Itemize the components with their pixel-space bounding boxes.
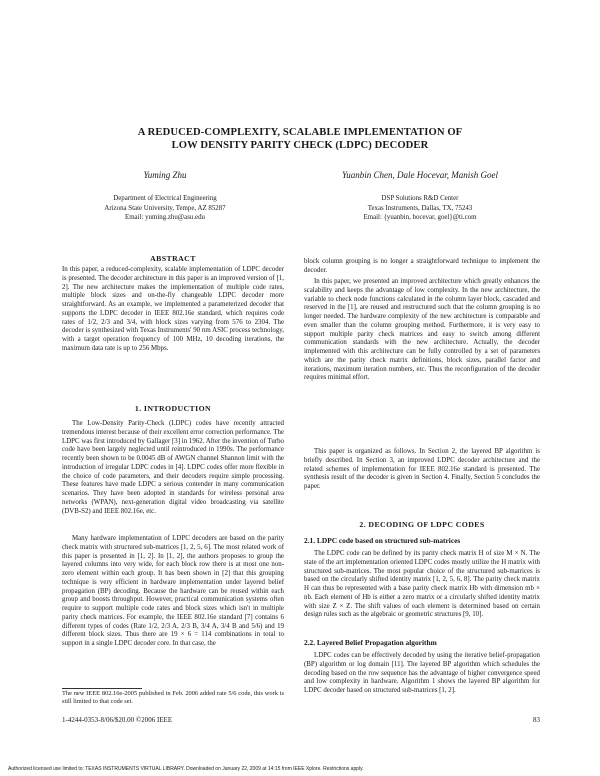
affiliation-left-address: Arizona State University, Tempe, AZ 85287 <box>104 204 226 212</box>
abstract-text: In this paper, a reduced-complexity, scalable implementation of LDPC decoder is presented. The decoder architecture in this paper is an improved version of [1, 2]. The new architecture makes the implementation of multiple code rates, multiple block sizes and on-the-fly changeable LDPC decoder more straightforward. As an example, we implemented a parameterized decoder that supports the LDPC decoder in IEEE 802.16e standard, which requires code rates of 1/2, 2/3 and 3/4, with block sizes varying from 576 to 2304. The decoder is synthesized with Texas Instruments' 90 nm ASIC process technology, with a target operation frequency of 100 MHz, 10 decoding iterations, the maximum data rate is up to 256 Mbps. <box>62 266 284 352</box>
right-paragraph-1: In this paper, we presented an improved architecture which greatly enhances the scalability and keeps the advantage of low complexity. In the new architecture, the variable to check node functions calculated in the column layer block, cascaded and reserved in the [1], are reused and restructured such that the column grouping is no longer needed. The hardware complexity of the new architecture is comparable and even smaller than the column grouping method. Furthermore, it is very easy to support multiple parity check matrices and easy to switch among different communication standards with the new architecture. Actually, the decoder implemented with this architecture can be fully controlled by a set of parameters which are the parity check matrix definitions, block sizes, parallel factor and iterations, maximum iteration numbers, etc. Thus the reconfiguration of the decoder requires minimal effort. <box>304 278 540 382</box>
affiliation-left <box>60 194 270 223</box>
intro-paragraph-2: Many hardware implementation of LDPC decoders are based on the parity check matrix with structured sub-matrices [1, 2, 5, 6]. The most related work of this paper is presented in [1, 2]. In [1, 2], the authors proposes to group the layered columns into very wide, for each block row there is at most one non-zero element within each group. It has been shown in [2] that this grouping technique is very efficient in hardware implementation under layered belief propagation (BP) decoding. Because the hardware can be reused within each group and boosts throughput. However, practical communication systems often require to support multiple code rates and block sizes which isn't in multiple parity check matrices. For example, the IEEE 802.16e standard [7] contains 6 different types of codes (Rate 1/2, 2/3 A, 2/3 B, 3/4 A, 3/4 B and 5/6) and 19 different block sizes. Thus there are 19 × 6 = 114 combinations in total to support in a single LDPC decoder core. In that case, the <box>62 535 284 647</box>
section2-1-heading: 2.1. LDPC code based on structured sub-matrices <box>304 536 461 545</box>
section2-2-heading: 2.2. Layered Belief Propagation algorithm <box>304 638 437 647</box>
section2-1-paragraph: The LDPC code can be defined by its parity check matrix H of size M × N. The state of the art implementation oriented LDPC codes mostly utilize the H matrix with structured sub-matrices. The most popular choice of the structured sub-matrices is based on the circularly shifted identity matrix [1, 2, 5, 6, 8]. The parity check matrix H can thus be represented with a base parity check matrix Hb with dimension mb × nb. Each element of Hb is either a zero matrix or a circularly shifted identity matrix with size Z × Z. The shift values of each element is determined based on certain design rules such as the algebraic or geometric structures [9, 10]. <box>304 550 540 619</box>
right-paragraph-2: This paper is organized as follows. In Section 2, the layered BP algorithm is briefly described. In Section 3, an improved LDPC decoder architecture and the related schemes of implementation for IEEE 802.16e standard is presented. The synthesis result of the decoder is given in Section 4. Finally, Section 5 concludes the paper. <box>304 448 540 490</box>
footnote: The new IEEE 802.16e-2005 published in Feb. 2006 added rate 5/6 code, this work is still limited to that code set. <box>62 690 284 705</box>
affiliation-right-dept: DSP Solutions R&D Center <box>381 195 459 202</box>
copyright-footer: 1-4244-0353-8/06/$20.00 ©2006 IEEE <box>62 716 173 724</box>
page-number: 83 <box>533 716 540 724</box>
paper-title <box>60 127 540 152</box>
section2-2-paragraph: LDPC codes can be effectively decoded by using the iterative belief-propagation (BP) algorithm or log domain [11]. The layered BP algorithm which schedules the decoding based on the row sequence has the advantage of higher convergence speed and low complexity in hardware. Algorithm 1 shows the layered BP algorithm for LDPC decoder based on structured sub-matrices [1, 2]. <box>304 652 540 694</box>
affiliation-right <box>300 194 540 223</box>
intro-heading: 1. INTRODUCTION <box>134 404 212 413</box>
affiliation-right-address: Texas Instruments, Dallas, TX, 75243 <box>367 204 473 212</box>
intro-paragraph-1: The Low-Density Parity-Check (LDPC) codes have recently attracted tremendous interest because of their excellent error correction performance. The LDPC was first introduced by Gallager [3] in 1962. After the invention of Turbo code have been largely neglected until reintroduced in 1990s. The performance recently been shown to be 0.0045 dB of AWGN channel Shannon limit with the introduction of irregular LDPC codes in [4]. LDPC codes offer more flexible in the choice of code parameters, and their decoders require simple processing. These features have made LDPC a serious contender in many communication scenarios. They have been adopted in standards for wireless personal area networks (WPAN), next-generation digital video broadcasting via satellite (DVB-S2) and IEEE 802.16e, etc. <box>62 420 284 515</box>
paper-title-line-1: A REDUCED-COMPLEXITY, SCALABLE IMPLEMENTATION OF <box>137 127 463 138</box>
author-right: Yuanbin Chen, Dale Hocevar, Manish Goel <box>342 170 498 180</box>
footnote-rule <box>62 688 142 689</box>
download-notice: Authorized licensed use limited to: TEXAS INSTRUMENTS VIRTUAL LIBRARY. Downloaded on January 22, 2009 at 14:15 from IEEE Xplore. Restrictions apply. <box>8 766 364 772</box>
affiliation-left-dept: Department of Electrical Engineering <box>113 195 217 202</box>
right-paragraph-0: block column grouping is no longer a straightforward technique to implement the decoder. <box>304 258 540 274</box>
section2-heading: 2. DECODING OF LDPC CODES <box>359 520 485 529</box>
paper-title-line-2: LOW DENSITY PARITY CHECK (LDPC) DECODER <box>171 139 429 151</box>
abstract-heading: ABSTRACT <box>150 254 196 263</box>
author-left: Yuming Zhu <box>143 170 187 180</box>
affiliation-left-email: Email: yuming.zhu@asu.edu <box>124 214 206 221</box>
affiliation-right-email: Email: {yuanbin, hocevar, goel}@ti.com <box>363 214 477 221</box>
